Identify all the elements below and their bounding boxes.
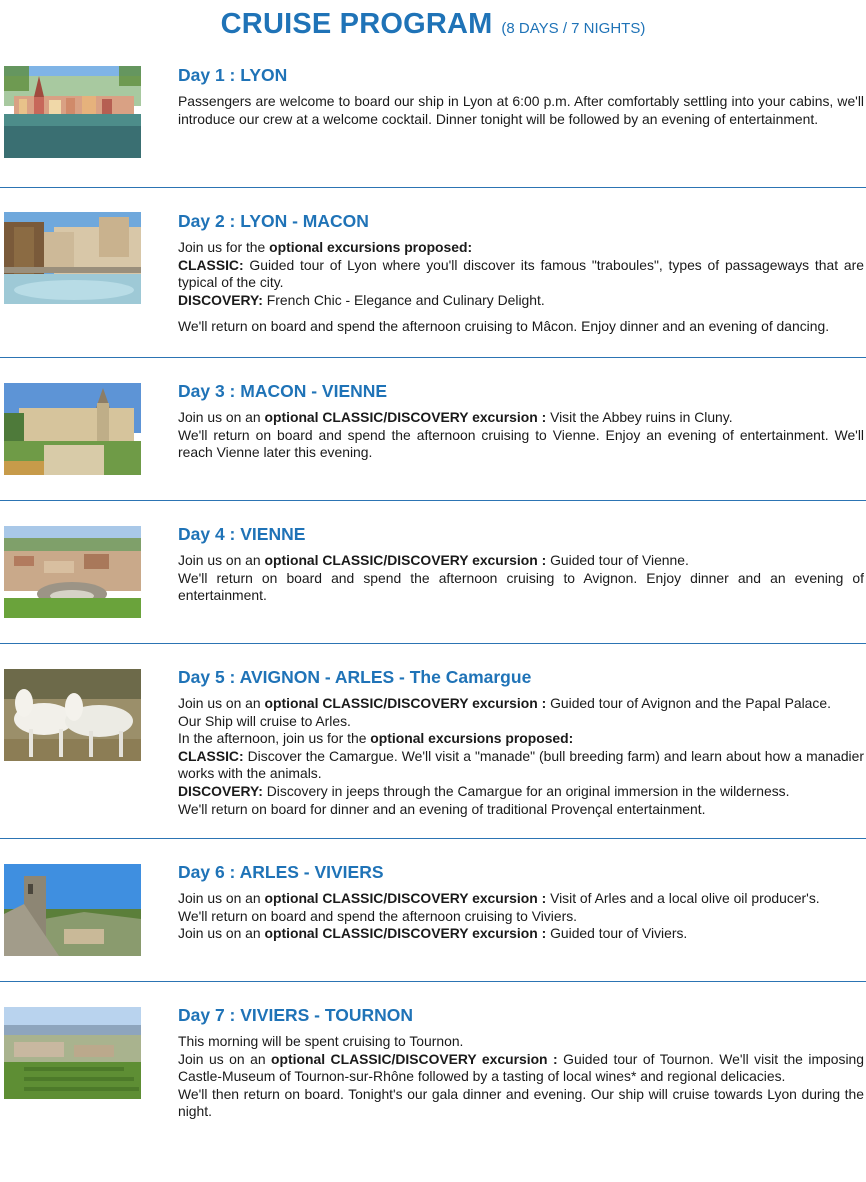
day-3-intro: Join us on an optional CLASSIC/DISCOVERY excursion : Visit the Abbey ruins in Cluny. bbox=[178, 409, 733, 425]
day-1-photo bbox=[4, 66, 141, 158]
day-7-excursion: Join us on an optional CLASSIC/DISCOVERY excursion : Guided tour of Tournon. We'll visit the imposing Castle-Museum of Tournon-sur-Rhône followed by a tasting of local wines* and regional delicacies. bbox=[178, 1050, 864, 1085]
day-4-section bbox=[0, 501, 866, 644]
day-5-discovery: DISCOVERY: Discovery in jeeps through the Camargue for an original immersion in the wilderness. bbox=[178, 782, 790, 799]
day-5-title: Day 5 : AVIGNON - ARLES - The Camargue bbox=[178, 667, 532, 687]
day-7-morning: This morning will be spent cruising to Tournon. bbox=[178, 1033, 464, 1049]
day-5-section bbox=[0, 644, 866, 839]
program-title: CRUISE PROGRAM bbox=[220, 8, 493, 40]
day-1-description: Passengers are welcome to board our ship in Lyon at 6:00 p.m. After comfortably settling into your cabins, we'll introduce our crew at a welcome cocktail. Dinner tonight will be followed by an evening of entertainment. bbox=[178, 93, 864, 127]
day-3-details: We'll return on board and spend the afternoon cruising to Vienne. Enjoy an evening of entertainment. We'll reach Vienne later this evening. bbox=[178, 426, 864, 461]
day-5-classic: CLASSIC: Discover the Camargue. We'll visit a "manade" (bull breeding farm) and learn about how a manadier works with the animals. bbox=[178, 747, 864, 782]
day-1-section bbox=[0, 44, 866, 188]
day-5-closing: We'll return on board for dinner and an evening of traditional Provençal entertainment. bbox=[178, 800, 706, 817]
program-duration: (8 DAYS / 7 NIGHTS) bbox=[501, 20, 646, 37]
day-2-photo bbox=[4, 212, 141, 304]
day-6-excursion: Join us on an optional CLASSIC/DISCOVERY excursion : Guided tour of Viviers. bbox=[178, 925, 688, 942]
day-6-photo bbox=[4, 864, 141, 956]
day-5-cruise: Our Ship will cruise to Arles. bbox=[178, 712, 351, 729]
day-1-title: Day 1 : LYON bbox=[178, 65, 288, 85]
day-2-discovery: DISCOVERY: French Chic - Elegance and Culinary Delight. bbox=[178, 291, 545, 308]
day-2-title: Day 2 : LYON - MACON bbox=[178, 211, 369, 231]
day-7-closing: We'll then return on board. Tonight's our gala dinner and evening. Our ship will cruise towards Lyon during the night. bbox=[178, 1085, 864, 1120]
day-6-intro: Join us on an optional CLASSIC/DISCOVERY excursion : Visit of Arles and a local olive oil producer's. bbox=[178, 890, 820, 906]
day-4-photo bbox=[4, 526, 141, 618]
day-4-details: We'll return on board and spend the afternoon cruising to Avignon. Enjoy dinner and an evening of entertainment. bbox=[178, 569, 864, 604]
day-5-afternoon: In the afternoon, join us for the optional excursions proposed: bbox=[178, 730, 574, 747]
day-5-photo bbox=[4, 669, 141, 761]
day-2-intro: Join us for the optional excursions proposed: bbox=[178, 239, 473, 255]
day-6-cruise: We'll return on board and spend the afternoon cruising to Viviers. bbox=[178, 907, 578, 924]
day-7-title: Day 7 : VIVIERS - TOURNON bbox=[178, 1005, 414, 1025]
day-2-closing: We'll return on board and spend the afternoon cruising to Mâcon. Enjoy dinner and an evening of dancing. bbox=[178, 318, 830, 335]
page-title bbox=[0, 0, 866, 44]
day-7-section bbox=[0, 982, 866, 1182]
day-4-intro: Join us on an optional CLASSIC/DISCOVERY excursion : Guided tour of Vienne. bbox=[178, 552, 689, 568]
day-6-section bbox=[0, 839, 866, 982]
day-3-title: Day 3 : MACON - VIENNE bbox=[178, 381, 388, 401]
day-2-classic: CLASSIC: Guided tour of Lyon where you'll discover its famous "traboules", types of passageways that are typical of the city. bbox=[178, 256, 864, 291]
day-3-photo bbox=[4, 383, 141, 475]
day-2-section bbox=[0, 188, 866, 358]
day-7-photo bbox=[4, 1007, 141, 1099]
day-3-section bbox=[0, 358, 866, 501]
day-5-intro: Join us on an optional CLASSIC/DISCOVERY excursion : Guided tour of Avignon and the Papal Palace. bbox=[178, 695, 831, 711]
day-4-title: Day 4 : VIENNE bbox=[178, 524, 306, 544]
day-6-title: Day 6 : ARLES - VIVIERS bbox=[178, 862, 384, 882]
